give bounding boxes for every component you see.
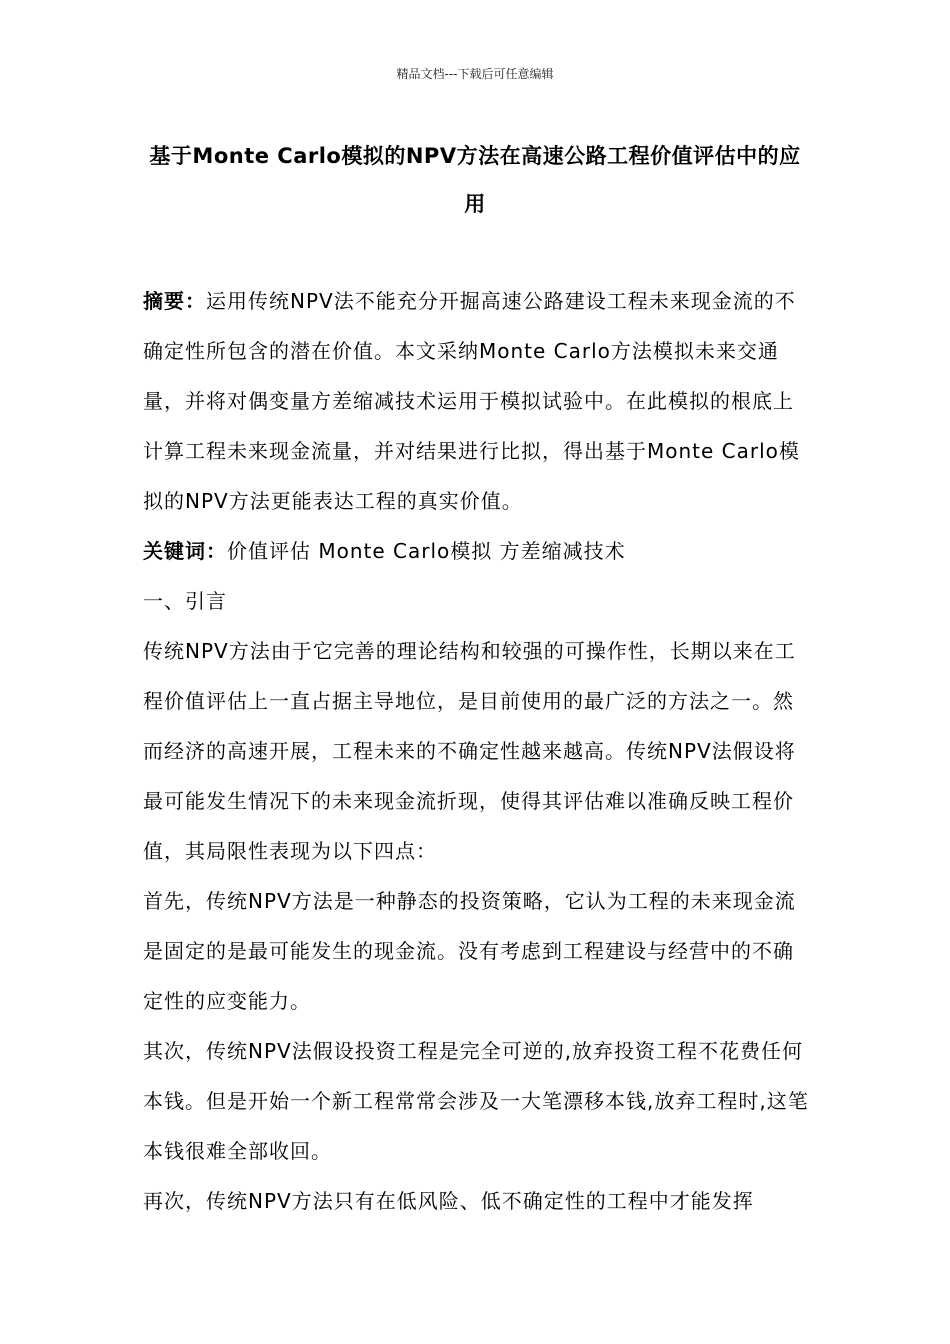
document-body: [143, 276, 813, 1226]
page-header: 精品文档---下载后可任意编辑: [396, 67, 554, 81]
body-paragraph: 首先，传统NPV方法是一种静态的投资策略，它认为工程的未来现金流是固定的是最可能发生的现金流。没有考虑到工程建设与经营中的不确定性的应变能力。: [143, 889, 796, 1013]
abstract-paragraph: [143, 276, 813, 526]
section-heading: 一、引言: [143, 589, 227, 613]
keywords-label: 关键词：: [143, 539, 227, 563]
body-paragraph: 其次，传统NPV法假设投资工程是完全可逆的,放弃投资工程不花费任何本钱。但是开始一个新工程常常会涉及一大笔漂移本钱,放弃工程时,这笔本钱很难全部收回。: [143, 1039, 809, 1163]
body-paragraph: 传统NPV方法由于它完善的理论结构和较强的可操作性，长期以来在工程价值评估上一直占据主导地位，是目前使用的最广泛的方法之一。然而经济的高速开展，工程未来的不确定性越来越高。传统NPV法假设将最可能发生情况下的未来现金流折现，使得其评估难以准确反映工程价值，其局限性表现为以下四点：: [143, 639, 796, 863]
keywords-paragraph: [143, 526, 813, 576]
body-paragraph: 再次，传统NPV方法只有在低风险、低不确定性的工程中才能发挥: [143, 1189, 754, 1213]
abstract-label: 摘要：: [143, 289, 206, 313]
abstract-text: 运用传统NPV法不能充分开掘高速公路建设工程未来现金流的不确定性所包含的潜在价值。本文采纳Monte Carlo方法模拟未来交通量，并将对偶变量方差缩减技术运用于模拟试验中。在此模拟的根底上计算工程未来现金流量，并对结果进行比拟，得出基于Monte Carlo模拟的NPV方法更能表达工程的真实价值。: [143, 289, 800, 513]
document-title: 基于Monte Carlo模拟的NPV方法在高速公路工程价值评估中的应用: [149, 144, 801, 216]
keywords-text: 价值评估 Monte Carlo模拟 方差缩减技术: [227, 539, 626, 563]
